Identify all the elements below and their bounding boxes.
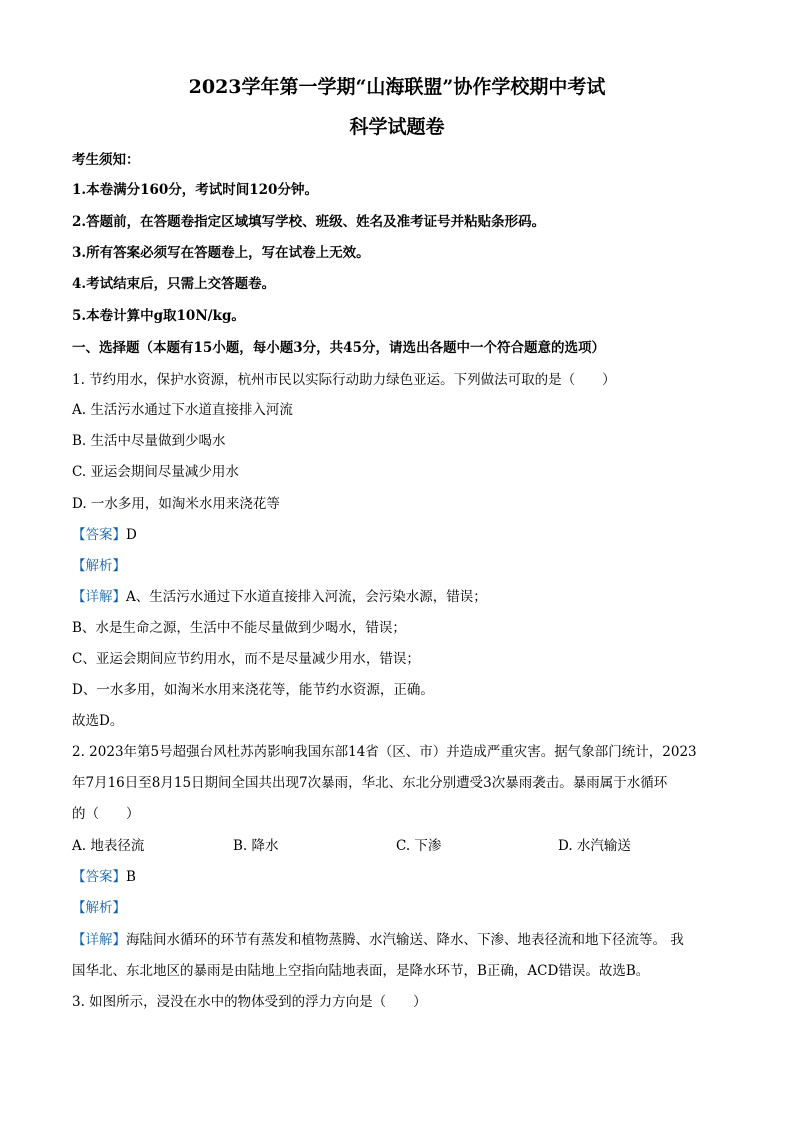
q1-detail-4: D、一水多用，如淘米水用来浇花等，能节约水资源，正确。 xyxy=(72,682,434,698)
q2-analysis xyxy=(72,898,732,918)
q2-detail-1 xyxy=(72,930,732,950)
q1-option-a: A. 生活污水通过下水道直接排入河流 xyxy=(72,402,293,418)
q2-option-b: B. 降水 xyxy=(233,838,279,854)
q2-detail-2: 国华北、东北地区的暴雨是由陆地上空指向陆地表面，是降水环节，B正确，ACD错误。故选B。 xyxy=(72,963,650,979)
notice-item-3: 3.所有答案必须写在答题卷上，写在试卷上无效。 xyxy=(72,245,370,261)
analysis-tag: 【解析】 xyxy=(72,900,126,916)
q1-option-d: D. 一水多用，如淘米水用来浇花等 xyxy=(72,496,280,512)
q1-detail-1 xyxy=(72,587,732,607)
notice-item-1: 1.本卷满分160分，考试时间120分钟。 xyxy=(72,182,318,198)
q2-option-a: A. 地表径流 xyxy=(72,838,145,854)
q2-option-d: D. 水汽输送 xyxy=(558,838,631,854)
q1-option-b: B. 生活中尽量做到少喝水 xyxy=(72,433,226,449)
q2-stem-2: 年7月16日至8月15日期间全国共出现7次暴雨，华北、东北分别遭受3次暴雨袭击。暴雨属于水循环 xyxy=(72,775,668,791)
q2-answer xyxy=(72,867,732,887)
notice-heading: 考生须知： xyxy=(72,152,140,168)
q1-detail-2: B、水是生命之源，生活中不能尽量做到少喝水，错误； xyxy=(72,620,406,636)
answer-tag: 【答案】 xyxy=(72,869,126,885)
q2-options xyxy=(72,836,732,856)
q2-stem-3: 的（ ） xyxy=(72,806,140,822)
q2-option-c: C. 下渗 xyxy=(396,838,442,854)
q1-option-c: C. 亚运会期间尽量减少用水 xyxy=(72,464,239,480)
exam-subtitle: 科学试题卷 xyxy=(349,116,445,138)
q1-detail-3: C、亚运会期间应节约用水，而不是尽量减少用水，错误； xyxy=(72,651,420,667)
exam-title: 2023学年第一学期“山海联盟”协作学校期中考试 xyxy=(188,76,606,98)
q1-answer xyxy=(72,525,732,545)
answer-tag: 【答案】 xyxy=(72,527,126,543)
q1-analysis xyxy=(72,556,732,576)
detail-tag: 【详解】 xyxy=(72,932,126,948)
notice-item-5: 5.本卷计算中g取10N/kg。 xyxy=(72,308,245,324)
notice-item-4: 4.考试结束后，只需上交答题卷。 xyxy=(72,276,276,292)
detail-text: 海陆间水循环的环节有蒸发和植物蒸腾、水汽输送、降水、下渗、地表径流和地下径流等。 我 xyxy=(126,932,684,948)
notice-item-2: 2.答题前，在答题卷指定区域填写学校、班级、姓名及准考证号并粘贴条形码。 xyxy=(72,214,546,230)
section-heading: 一、选择题（本题有15小题，每小题3分，共45分，请选出各题中一个符合题意的选项） xyxy=(72,340,605,356)
q1-stem: 1. 节约用水，保护水资源，杭州市民以实际行动助力绿色亚运。下列做法可取的是（ ） xyxy=(72,372,616,388)
analysis-tag: 【解析】 xyxy=(72,558,126,574)
detail-text: A、生活污水通过下水道直接排入河流，会污染水源，错误； xyxy=(126,589,487,605)
answer-value: D xyxy=(126,527,137,543)
q1-conclusion: 故选D。 xyxy=(72,713,124,729)
detail-tag: 【详解】 xyxy=(72,589,126,605)
q2-stem-1: 2. 2023年第5号超强台风杜苏芮影响我国东部14省（区、市）并造成严重灾害。据气象部门统计，2023 xyxy=(72,744,697,760)
q3-stem: 3. 如图所示，浸没在水中的物体受到的浮力方向是（ ） xyxy=(72,994,427,1010)
answer-value: B xyxy=(126,869,136,885)
